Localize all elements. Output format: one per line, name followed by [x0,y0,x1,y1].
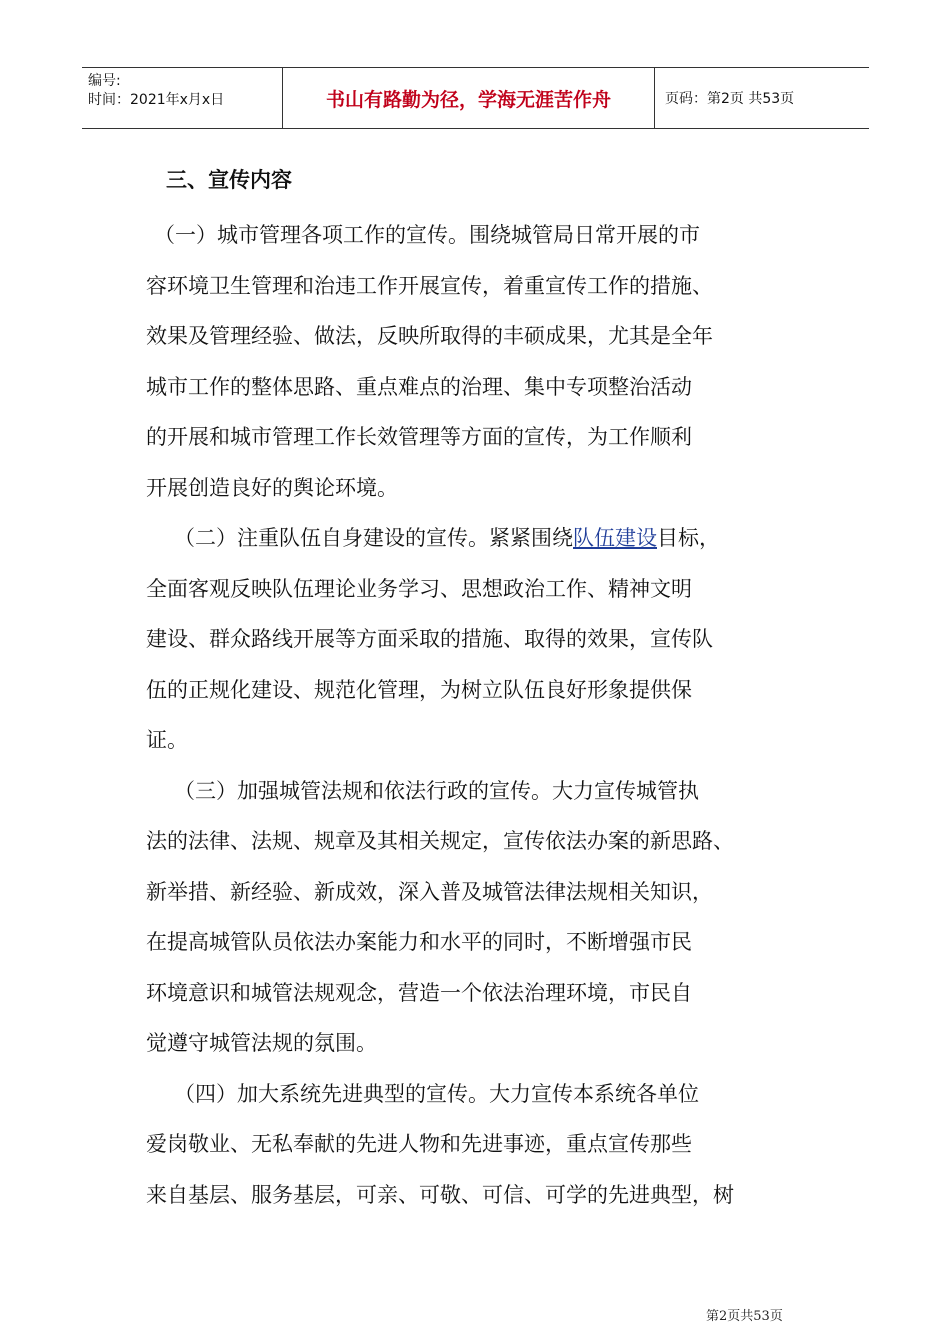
paragraph-4 [146,1069,816,1221]
paragraph-line [174,513,816,564]
document-body [146,160,816,1220]
paragraph-line: （一）城市管理各项工作的宣传。围绕城管局日常开展的市 [154,223,700,247]
team-building-link[interactable]: 队伍建设 [573,526,657,550]
paragraph-line: 来自基层、服务基层，可亲、可敬、可信、可学的先进典型，树 [146,1182,734,1207]
paragraph-line: 容环境卫生管理和治违工作开展宣传，着重宣传工作的措施、 [146,273,713,298]
page-footer: 第2页共53页 [706,1309,783,1324]
paragraph-text: 目标， [657,526,720,550]
header-meta [82,68,283,128]
paragraph-line: 爱岗敬业、无私奉献的先进人物和先进事迹，重点宣传那些 [146,1132,692,1156]
serial-label: 编号: [88,73,121,89]
paragraph-line: 建设、群众路线开展等方面采取的措施、取得的效果，宣传队 [146,627,713,651]
section-title: 三、宣传内容 [166,168,292,192]
paragraph-line: （三）加强城管法规和依法行政的宣传。大力宣传城管执 [174,778,699,803]
paragraph-line: 法的法律、法规、规章及其相关规定，宣传依法办案的新思路、 [146,829,734,853]
header-motto: 书山有路勤为径，学海无涯苦作舟 [283,68,655,128]
paragraph-2 [146,513,816,766]
paragraph-line: 在提高城管队员依法办案能力和水平的同时，不断增强市民 [146,930,692,954]
paragraph-line: 效果及管理经验、做法，反映所取得的丰硕成果，尤其是全年 [146,324,713,348]
paragraph-line: 城市工作的整体思路、重点难点的治理、集中专项整治活动 [146,374,692,399]
paragraph-3 [146,766,816,1069]
paragraph-line: 环境意识和城管法规观念，营造一个依法治理环境，市民自 [146,980,692,1005]
paragraph-text: （二）注重队伍自身建设的宣传。紧紧围绕 [174,526,573,550]
paragraph-line: 新举措、新经验、新成效，深入普及城管法律法规相关知识， [146,879,713,904]
paragraph-line: 的开展和城市管理工作长效管理等方面的宣传，为工作顺利 [146,425,692,449]
page-header [82,67,869,129]
header-page-label: 页码：第2页 共53页 [665,91,795,107]
paragraph-line: （四）加大系统先进典型的宣传。大力宣传本系统各单位 [174,1081,699,1106]
paragraph-line: 伍的正规化建设、规范化管理，为树立队伍良好形象提供保 [146,677,692,702]
paragraph-line: 全面客观反映队伍理论业务学习、思想政治工作、精神文明 [146,576,692,601]
paragraph-1 [146,210,816,513]
paragraph-line: 觉遵守城管法规的氛围。 [146,1031,377,1055]
paragraph-line: 证。 [146,728,188,752]
paragraph-line: 开展创造良好的舆论环境。 [146,475,398,500]
time-label: 时间：2021年x月x日 [88,92,225,108]
